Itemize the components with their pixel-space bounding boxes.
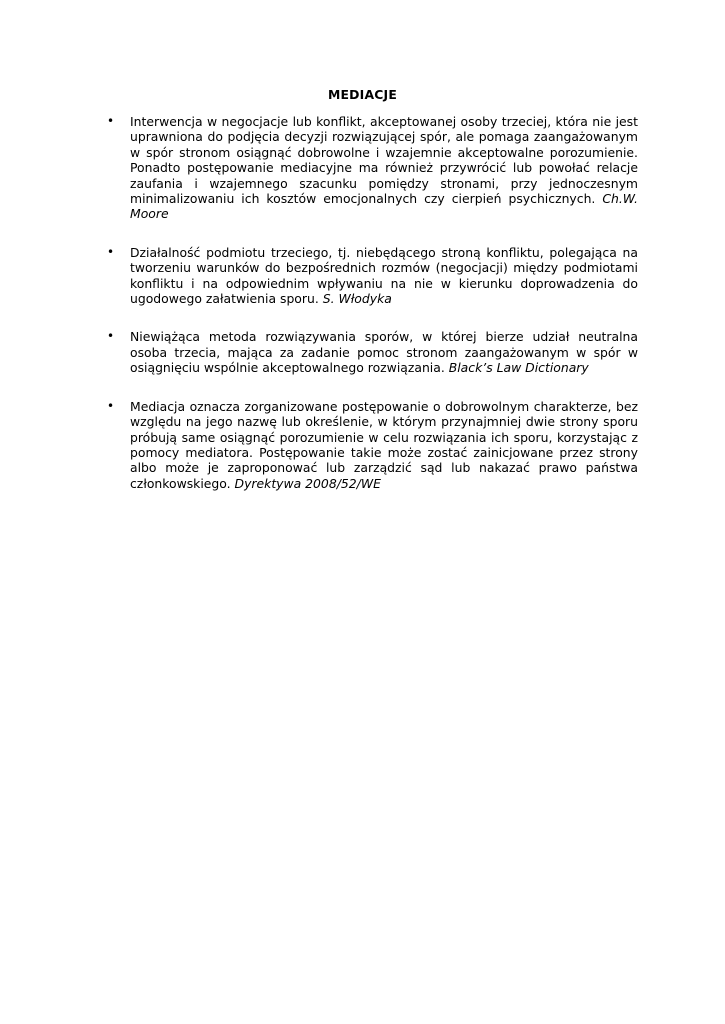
definition-paragraph [130,399,638,491]
bullet-icon: • [107,244,115,259]
definition-text: Interwencja w negocjacje lub konflikt, akceptowanej osoby trzeciej, która nie jest uprawniona do podjęcia decyzji rozwiązującej spór, ale pomaga zaangażowanym w spór stronom osiągnąć dobrowolne i wzajemnie akceptowalne porozumienie. Ponadto postępowanie mediacyjne ma również przywrócić lub powołać relacje zaufania i wzajemnego szacunku pomiędzy stronami, przy jednoczesnym minimalizowaniu ich kosztów emocjonalnych czy cierpień psychicznych. [130,114,638,207]
definition-paragraph [130,114,638,222]
bullet-icon: • [107,398,115,413]
definition-source: Ch.W. Moore [130,191,638,222]
bullet-icon: • [107,114,115,128]
definition-source: S. Włodyka [322,291,392,307]
definition-paragraph [130,245,638,307]
definition-paragraph [130,329,638,375]
list-item [0,329,725,375]
list-item [0,114,725,222]
bullet-icon: • [107,329,115,344]
list-item [0,245,725,307]
definition-text: Działalność podmiotu trzeciego, tj. niebędącego stroną konfliktu, polegająca na tworzeniu warunków do bezpośrednich rozmów (negocjacji) między podmiotami konfliktu i na odpowiednim wpływaniu na nie w kierunku doprowadzenia do ugodowego załatwienia sporu. [130,244,638,307]
definitions-list [0,114,725,514]
list-item [0,399,725,491]
definition-text: Mediacja oznacza zorganizowane postępowanie o dobrowolnym charakterze, bez względu na jego nazwę lub określenie, w którym przynajmniej dwie strony sporu próbują same osiągnąć porozumienie w celu rozwiązania ich sporu, korzystając z pomocy mediatora. Postępowanie takie może zostać zainicjowane przez strony albo może je zaproponować lub zarządzić sąd lub nakazać prawo państwa członkowskiego. [130,398,638,491]
definition-text: Niewiążąca metoda rozwiązywania sporów, w której bierze udział neutralna osoba trzecia, mająca za zadanie pomoc stronom zaangażowanym w spór w osiągnięciu wspólnie akceptowalnego rozwiązania. [130,329,638,376]
document-title: MEDIACJE [327,87,398,102]
definition-source: Dyrektywa 2008/52/WE [234,475,381,491]
definition-source: Black’s Law Dictionary [448,360,589,376]
